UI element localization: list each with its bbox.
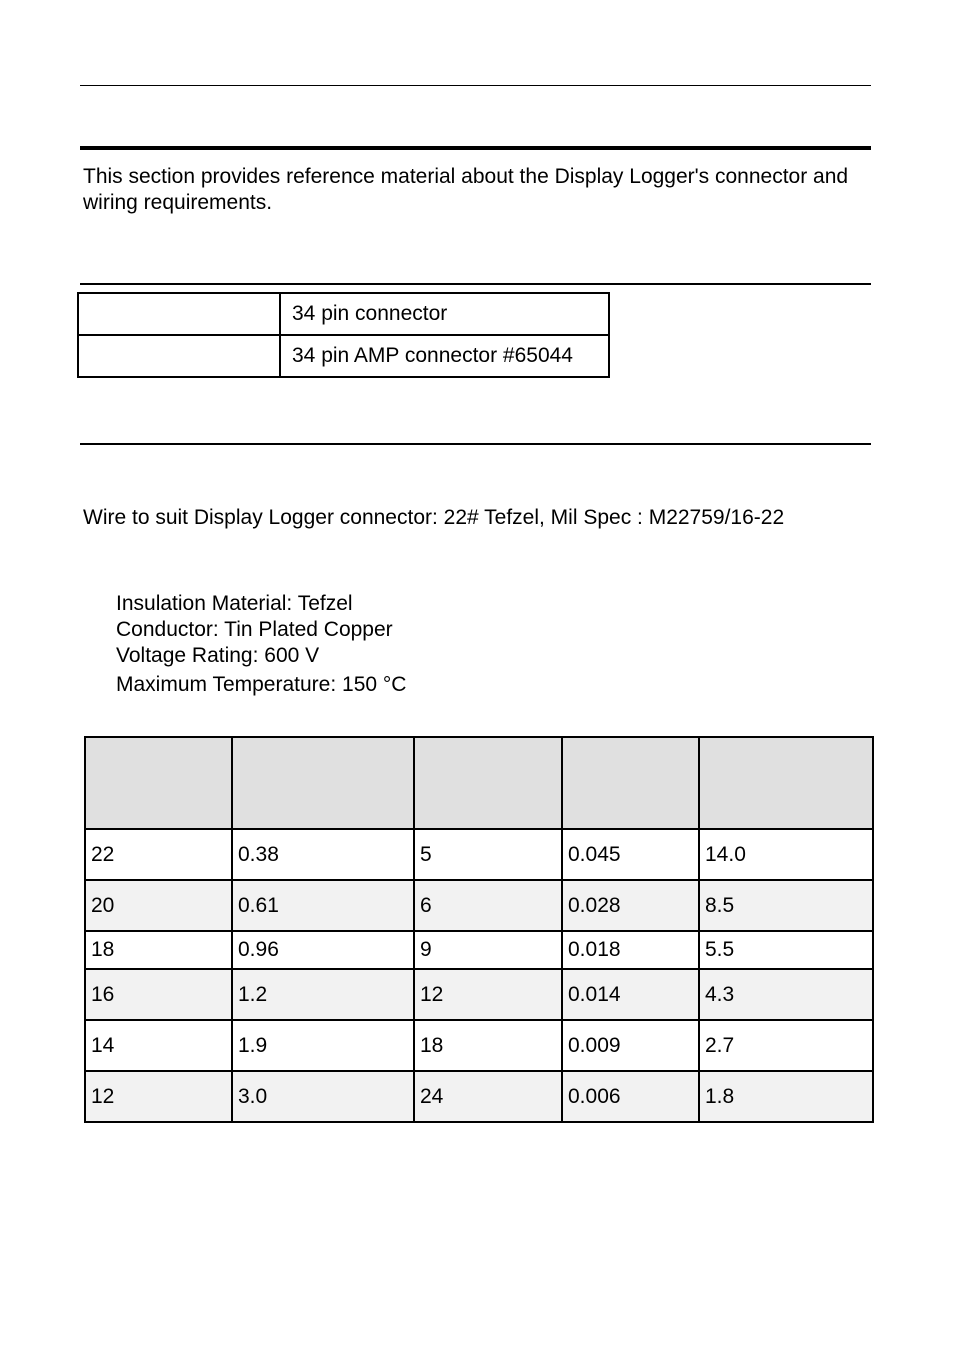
connector-heading-rule — [80, 283, 871, 285]
table-cell: 1.9 — [232, 1020, 414, 1071]
table-cell: 0.028 — [562, 880, 699, 931]
section-heading-rule — [80, 146, 871, 150]
table-cell: 9 — [414, 931, 562, 969]
spec-item: Conductor: Tin Plated Copper — [116, 618, 393, 641]
table-cell: 1.2 — [232, 969, 414, 1020]
column-header — [414, 737, 562, 829]
table-cell: 18 — [414, 1020, 562, 1071]
table-cell: 4.3 — [699, 969, 873, 1020]
table-row — [78, 335, 609, 377]
table-cell: 0.009 — [562, 1020, 699, 1071]
table-cell: 5 — [414, 829, 562, 880]
table-cell: 0.045 — [562, 829, 699, 880]
intro-paragraph: This section provides reference material about the Display Logger's connector and wiring requirements. — [83, 165, 849, 214]
column-header — [232, 737, 414, 829]
table-cell: 0.61 — [232, 880, 414, 931]
table-row — [85, 931, 873, 969]
table-cell: 14 — [85, 1020, 232, 1071]
connector-value-cell: 34 pin connector — [280, 293, 609, 335]
table-cell: 0.38 — [232, 829, 414, 880]
table-cell: 0.014 — [562, 969, 699, 1020]
table-row — [85, 1020, 873, 1071]
table-cell: 14.0 — [699, 829, 873, 880]
spec-item: Maximum Temperature: 150 °C — [116, 673, 407, 696]
wire-gauge-table — [84, 736, 874, 1123]
table-cell: 12 — [85, 1071, 232, 1122]
table-row — [85, 1071, 873, 1122]
table-row — [85, 969, 873, 1020]
connector-value-cell: 34 pin AMP connector #65044 — [280, 335, 609, 377]
spec-item: Insulation Material: Tefzel — [116, 592, 353, 615]
column-header — [562, 737, 699, 829]
table-cell: 3.0 — [232, 1071, 414, 1122]
connector-label-cell — [78, 293, 280, 335]
table-cell: 2.7 — [699, 1020, 873, 1071]
page-header-rule — [80, 85, 871, 86]
table-cell: 0.006 — [562, 1071, 699, 1122]
table-cell: 16 — [85, 969, 232, 1020]
column-header — [85, 737, 232, 829]
table-cell: 8.5 — [699, 880, 873, 931]
table-cell: 0.96 — [232, 931, 414, 969]
table-row — [85, 829, 873, 880]
wire-spec-line: Wire to suit Display Logger connector: 22# Tefzel, Mil Spec : M22759/16-22 — [83, 506, 785, 529]
table-cell: 0.018 — [562, 931, 699, 969]
table-row — [78, 293, 609, 335]
table-cell: 18 — [85, 931, 232, 969]
table-cell: 6 — [414, 880, 562, 931]
column-header — [699, 737, 873, 829]
table-cell: 20 — [85, 880, 232, 931]
wire-spec-list — [116, 591, 406, 699]
table-row — [85, 880, 873, 931]
table-cell: 5.5 — [699, 931, 873, 969]
spec-item: Voltage Rating: 600 V — [116, 644, 320, 667]
table-header-row — [85, 737, 873, 829]
connector-label-cell — [78, 335, 280, 377]
table-cell: 12 — [414, 969, 562, 1020]
table-cell: 24 — [414, 1071, 562, 1122]
table-cell: 22 — [85, 829, 232, 880]
wiring-heading-rule — [80, 443, 871, 445]
table-cell: 1.8 — [699, 1071, 873, 1122]
connector-table — [77, 292, 610, 378]
